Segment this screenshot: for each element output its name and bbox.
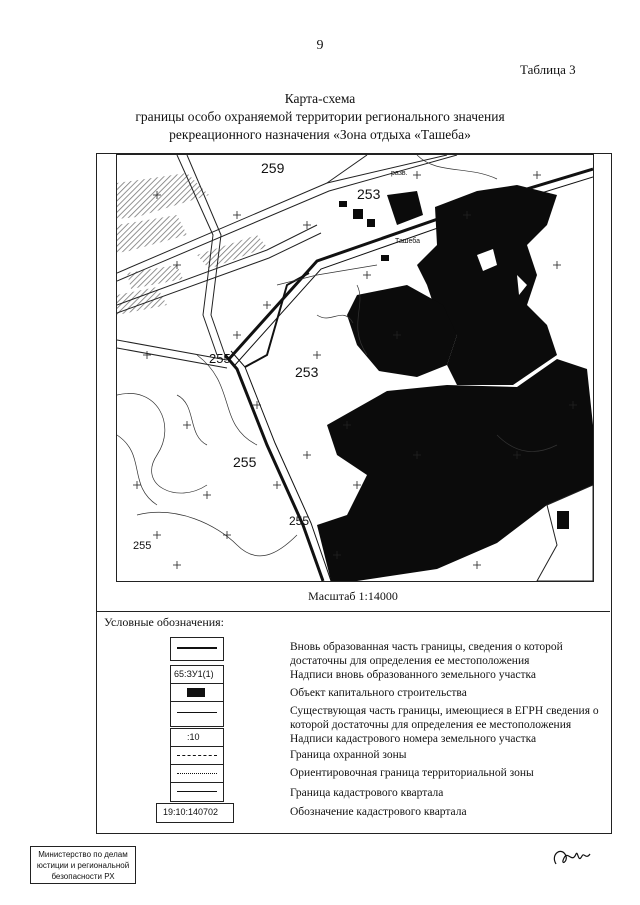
legend-item-quarter-boundary: Граница кадастрового квартала <box>290 787 444 799</box>
title-line-2: границы особо охраняемой территории регионального значения <box>135 109 505 124</box>
legend-title: Условные обозначения: <box>104 615 225 629</box>
quarter-label-253-top: 253 <box>357 186 381 202</box>
legend-item-existing-boundary: Существующая часть границы, имеющиеся в ЕГРН сведения о которой достаточны для определения ее местоположения <box>290 705 599 731</box>
building <box>381 255 389 261</box>
signature <box>548 842 598 872</box>
legend-symbol-new-parcel-text: 65:ЗУ1(1) <box>174 669 214 679</box>
building <box>367 219 375 227</box>
contour-line <box>117 435 157 505</box>
legend-symbol-quarter-boundary <box>170 782 224 802</box>
contour-line <box>417 155 497 179</box>
legend-symbol-new-parcel <box>170 665 224 685</box>
territory-boundary <box>245 273 309 367</box>
hatched-area <box>197 235 267 269</box>
stamp-line-2: юстиции и региональной <box>36 861 130 870</box>
quarter-label-255-c: 255 <box>289 514 310 528</box>
building <box>557 511 569 529</box>
legend-symbol-capital-object <box>170 683 224 703</box>
legend-item-new-boundary: Вновь образованная часть границы, сведения о которой достаточны для определения ее местоположения <box>290 641 563 667</box>
legend-symbol-cadastral-number-text: :10 <box>187 732 200 742</box>
quarter-label-253-center: 253 <box>295 364 319 380</box>
building <box>387 191 423 225</box>
contour-line <box>117 393 207 493</box>
table-label: Таблица 3 <box>520 62 576 77</box>
legend-symbol-quarter-code <box>156 803 234 823</box>
quarter-label-255-d: 255 <box>133 540 152 552</box>
map-frame <box>116 154 594 582</box>
quarter-label-259: 259 <box>261 160 285 176</box>
water-body <box>317 359 593 581</box>
hatched-area <box>127 265 183 289</box>
title-line-1: Карта-схема <box>284 91 356 106</box>
quarter-label-255-a: 255 <box>209 351 231 366</box>
legend-symbol-cadastral-number <box>170 728 224 748</box>
legend-symbol-new-boundary <box>170 637 224 661</box>
contour-line <box>137 512 297 556</box>
ministry-stamp <box>30 846 136 884</box>
legend-item-quarter-designation: Обозначение кадастрового квартала <box>290 806 467 818</box>
title-line-3: рекреационного назначения «Зона отдыха «Ташеба» <box>169 127 471 142</box>
page-number: 9 <box>316 38 324 53</box>
legend-symbol-territorial-zone <box>170 764 224 784</box>
legend-item-territorial-zone: Ориентировочная граница территориальной зоны <box>290 767 534 779</box>
building <box>339 201 347 207</box>
quarter-label-255-b: 255 <box>233 454 257 470</box>
legend-symbol-protection-zone <box>170 746 224 766</box>
legend-symbol-existing-boundary <box>170 701 224 727</box>
legend-item-new-parcel: Надписи вновь образованного земельного участка <box>290 669 537 681</box>
legend-symbol-quarter-code-text: 19:10:140702 <box>163 807 219 817</box>
legend-item-capital-object: Объект капитального строительства <box>290 687 467 699</box>
legend-item-protection-zone: Граница охранной зоны <box>290 749 407 761</box>
map-label-razv: разв. <box>391 170 408 177</box>
map-canvas <box>117 155 593 581</box>
building <box>353 209 363 219</box>
contour-line <box>177 395 207 445</box>
legend-item-cadastral-number: Надписи кадастрового номера земельного участка <box>290 733 537 745</box>
stamp-line-1: Министерство по делам <box>38 850 128 859</box>
map-scale: Масштаб 1:14000 <box>308 589 398 603</box>
legend-divider <box>96 611 610 612</box>
map-label-tasheba: Ташеба <box>395 238 421 245</box>
stamp-line-3: безопасности РХ <box>51 872 115 881</box>
